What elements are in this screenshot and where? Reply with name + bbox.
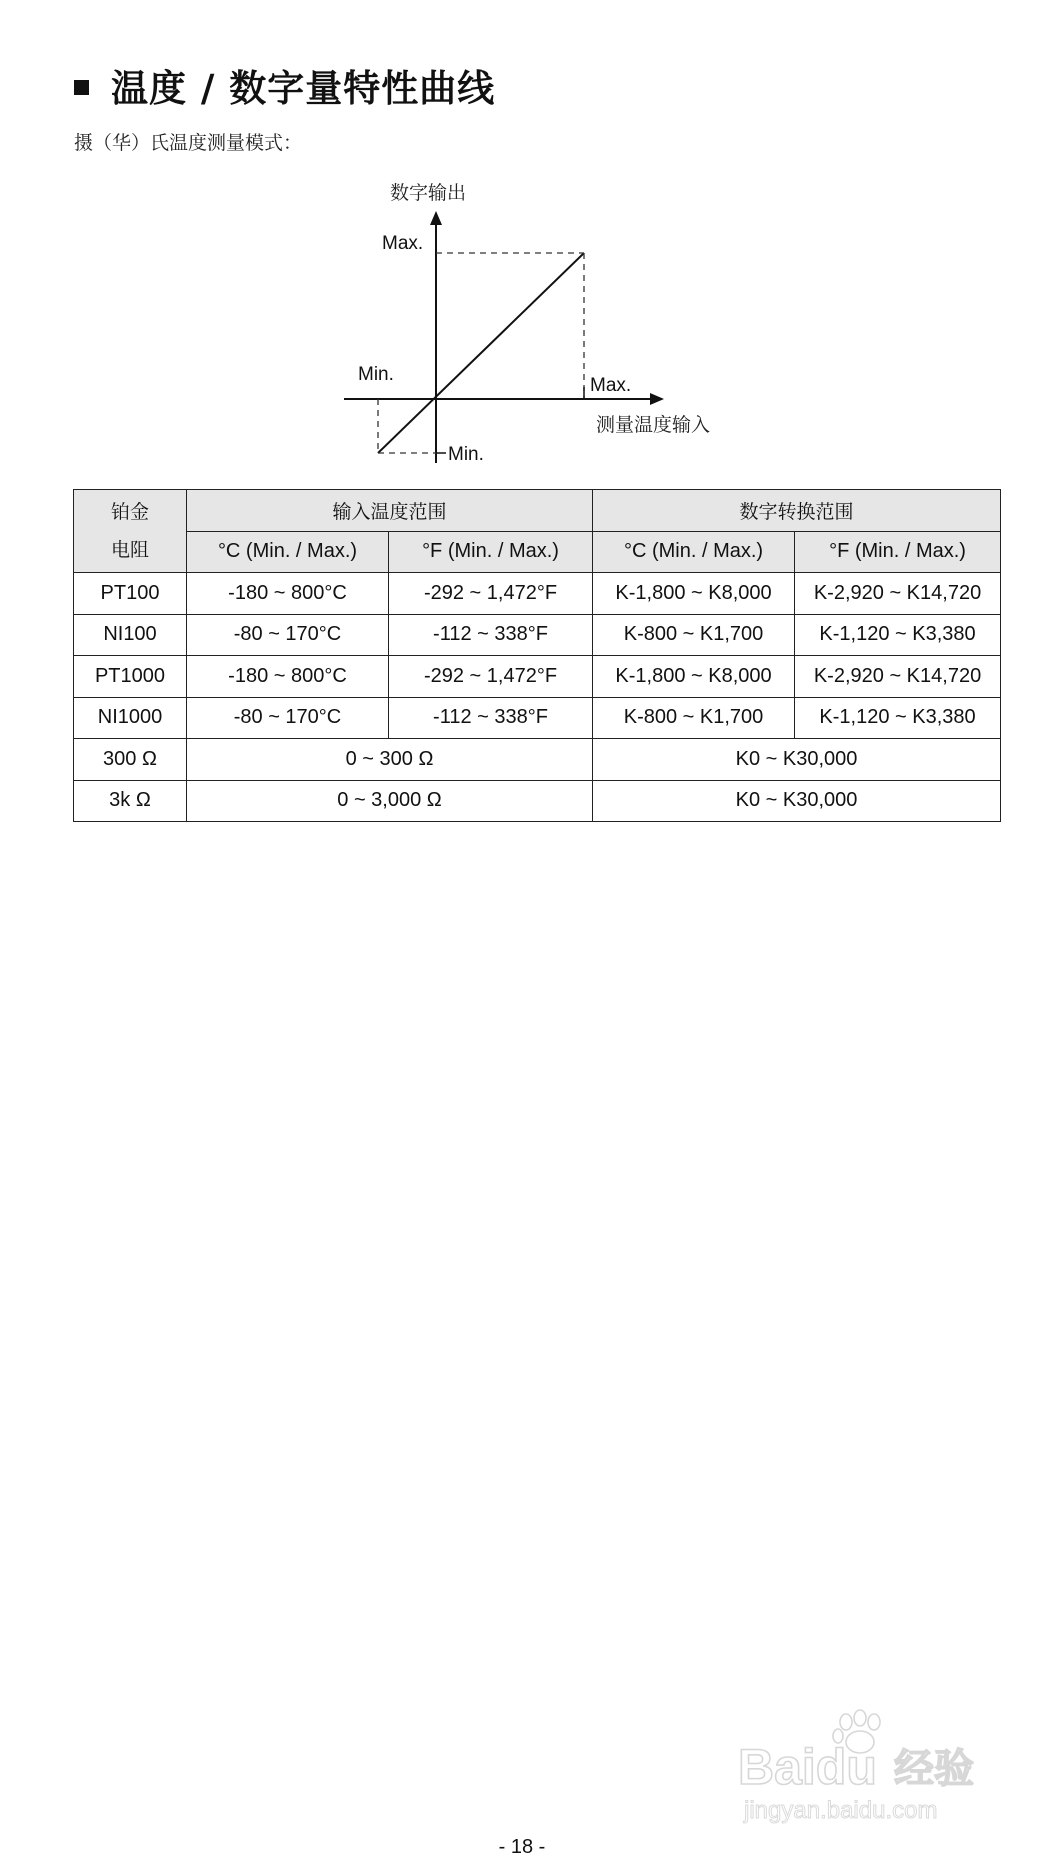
sensor-cell: NI1000 [74,697,187,739]
sensor-cell: PT1000 [74,656,187,698]
page-heading [74,60,495,110]
sensor-cell: NI100 [74,614,187,656]
sensor-cell: 3k Ω [74,780,187,822]
table-row [74,697,1001,739]
table-row [74,573,1001,615]
characteristic-line [378,253,584,453]
output-celsius-header: °C (Min. / Max.) [593,531,795,573]
input-range-cell: 0 ~ 3,000 Ω [187,780,593,822]
output-celsius-cell: K-1,800 ~ K8,000 [593,573,795,615]
baidu-jingyan-watermark [734,1706,994,1826]
section-subtitle: 摄（华）氏温度测量模式： [74,132,303,154]
input-fahrenheit-cell: -112 ~ 338°F [389,614,593,656]
input-celsius-cell: -180 ~ 800°C [187,573,389,615]
x-min-label: Min. [358,364,394,385]
characteristic-curve-diagram [330,175,750,475]
input-fahrenheit-cell: -112 ~ 338°F [389,697,593,739]
page-title: 温度 / 数字量特性曲线 [111,67,496,110]
table-row [74,656,1001,698]
sensor-column-header [74,490,187,573]
y-min-label: Min. [448,444,484,465]
y-max-label: Max. [382,233,424,254]
input-range-header: 输入温度范围 [187,490,593,532]
input-fahrenheit-cell: -292 ~ 1,472°F [389,656,593,698]
temperature-range-table [73,489,1001,822]
watermark-svg [734,1706,994,1826]
output-fahrenheit-cell: K-1,120 ~ K3,380 [795,614,1001,656]
watermark-url: jingyan.baidu.com [744,1797,938,1824]
table-row [74,739,1001,781]
output-fahrenheit-cell: K-2,920 ~ K14,720 [795,573,1001,615]
table-row [74,780,1001,822]
output-celsius-cell: K-800 ~ K1,700 [593,614,795,656]
x-max-label: Max. [590,375,632,396]
input-fahrenheit-header: °F (Min. / Max.) [389,531,593,573]
page-number: - 18 - [498,1836,546,1858]
output-range-header: 数字转换范围 [593,490,1001,532]
table-row [74,614,1001,656]
input-fahrenheit-cell: -292 ~ 1,472°F [389,573,593,615]
x-axis-label: 测量温度输入 [596,414,711,436]
input-celsius-cell: -180 ~ 800°C [187,656,389,698]
output-celsius-cell: K-800 ~ K1,700 [593,697,795,739]
output-fahrenheit-header: °F (Min. / Max.) [795,531,1001,573]
output-range-cell: K0 ~ K30,000 [593,780,1001,822]
output-fahrenheit-cell: K-2,920 ~ K14,720 [795,656,1001,698]
square-bullet-icon [74,80,89,95]
corner-label-line2: 电阻 [110,539,149,561]
input-celsius-cell: -80 ~ 170°C [187,697,389,739]
sensor-cell: 300 Ω [74,739,187,781]
output-range-cell: K0 ~ K30,000 [593,739,1001,781]
corner-label-line1: 铂金 [110,501,149,523]
y-axis-label: 数字输出 [390,182,467,204]
output-fahrenheit-cell: K-1,120 ~ K3,380 [795,697,1001,739]
input-range-cell: 0 ~ 300 Ω [187,739,593,781]
input-celsius-header: °C (Min. / Max.) [187,531,389,573]
table-header-row [74,490,1001,532]
output-celsius-cell: K-1,800 ~ K8,000 [593,656,795,698]
table-subheader-row [74,531,1001,573]
watermark-brand: Baidu [738,1739,877,1795]
input-celsius-cell: -80 ~ 170°C [187,614,389,656]
sensor-cell: PT100 [74,573,187,615]
watermark-brand-cjk: 经验 [894,1746,974,1792]
characteristic-curve-svg [330,175,750,475]
